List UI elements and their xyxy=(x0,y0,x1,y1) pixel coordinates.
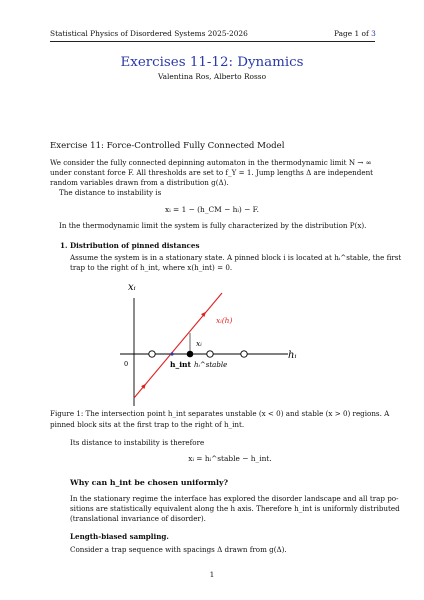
intro-line-1: We consider the fully connected depinning automaton in the thermodynamic limit N → ∞ xyxy=(50,158,372,167)
page-number: 1 xyxy=(209,570,215,579)
y-axis-label: xᵢ xyxy=(128,282,136,293)
item-1-line-2: trap to the right of h_int, where x(h_int) = 0. xyxy=(70,263,233,272)
why-uniform-line-1: In the stationary regime the interface has explored the disorder landscape and all trap po- xyxy=(70,494,399,503)
intro-line-3: random variables drawn from a distribution g(Δ). xyxy=(50,178,229,187)
equation-1: xᵢ = 1 − (h_CM − hᵢ) − F. xyxy=(165,205,259,214)
x-axis-label: hᵢ xyxy=(288,350,297,361)
document-title: Exercises 11-12: Dynamics xyxy=(120,55,304,70)
figure-caption-line-2: pinned block sits at the first trap to the right of h_int. xyxy=(50,420,245,429)
length-biased-line: Consider a trap sequence with spacings Δ drawn from g(Δ). xyxy=(70,545,287,554)
why-uniform-heading: Why can h_int be chosen uniformly? xyxy=(70,478,229,487)
running-header-title: Statistical Physics of Disordered Systems 2025-2026 xyxy=(50,29,248,38)
h-int-point xyxy=(170,352,173,355)
thermo-limit-line: In the thermodynamic limit the system is fully characterized by the distribution P(x). xyxy=(59,221,367,230)
equation-2: xᵢ = hᵢ^stable − h_int. xyxy=(188,454,272,463)
authors: Valentina Ros, Alberto Rosso xyxy=(157,72,267,81)
h-int-label: h_int xyxy=(170,360,191,369)
intro-line-2: under constant force F. All thresholds are set to f_Y = 1. Jump lengths Δ are independent xyxy=(50,168,374,177)
item-1-line-1: Assume the system is in a stationary state. A pinned block i is located at hᵢ^stable, the first xyxy=(70,253,402,262)
page-total-link[interactable]: 3 xyxy=(371,29,376,38)
h-stable-label: hᵢ^stable xyxy=(194,361,228,369)
trap-open xyxy=(207,351,213,357)
header-rule xyxy=(50,41,375,42)
figure-1-plot xyxy=(110,278,310,408)
distance-intro: The distance to instability is xyxy=(59,188,162,197)
trap-open xyxy=(241,351,247,357)
trap-open xyxy=(149,351,155,357)
length-biased-heading: Length-biased sampling. xyxy=(70,532,169,541)
why-uniform-line-2: sitions are statistically equivalent along the h axis. Therefore h_int is uniformly distributed xyxy=(70,504,400,513)
origin-label: 0 xyxy=(124,360,129,368)
xi-label: xᵢ xyxy=(196,339,202,348)
why-uniform-line-3: (translational invariance of disorder). xyxy=(70,514,206,523)
distance-line xyxy=(134,293,222,398)
page-prefix: Page 1 of xyxy=(334,29,372,38)
line-label: xᵢ(h) xyxy=(216,316,233,325)
item-1-heading: 1. Distribution of pinned distances xyxy=(60,241,200,250)
figure-caption-line-1: Figure 1: The intersection point h_int separates unstable (x < 0) and stable (x > 0) regions. A xyxy=(50,409,390,418)
distance-line-2: Its distance to instability is therefore xyxy=(70,438,205,447)
exercise-heading: Exercise 11: Force-Controlled Fully Connected Model xyxy=(50,141,285,151)
running-header-page xyxy=(334,29,376,38)
